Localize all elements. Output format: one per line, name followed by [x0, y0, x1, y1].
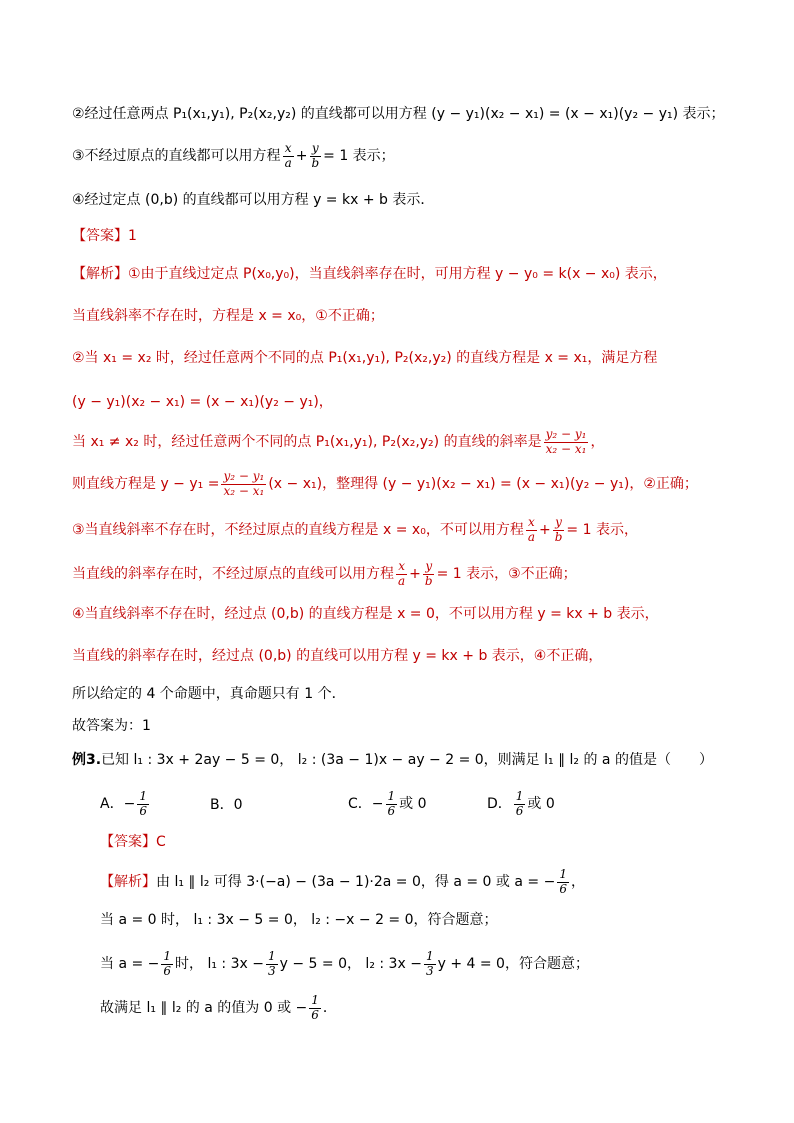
statement-2-text: ②经过任意两点 P₁(x₁,y₁), P₂(x₂,y₂) 的直线都可以用方程 (y − y₁)(x₂ − x₁) = (x − x₁)(y₂ − y₁) 表示；	[72, 106, 725, 122]
answer-label: 【答案】	[72, 228, 128, 244]
fraction-slope-2: $\frac{\text{y₂ − y₁}}{\text{x₂ − x₁}}$	[223, 469, 265, 498]
analysis2-line-2: 当 a = 0 时， l₁ : 3x − 5 = 0， l₂ : −x − 2 = 0，符合题意；	[100, 912, 498, 928]
statement-4	[72, 192, 434, 210]
analysis-line-8: 当直线的斜率存在时，不经过原点的直线可以用方程 $\frac{x}{a}$ + $\frac{y}{b}$ = 1 表示，③不正确；	[72, 559, 577, 588]
example-3	[72, 752, 713, 770]
fraction-x-over-a: $\frac{x}{a}$	[284, 141, 292, 170]
example-3-text: 已知 l₁ : 3x + 2ay − 5 = 0， l₂ : (3a − 1)x − ay − 2 = 0，则满足 l₁ ∥ l₂ 的 a 的值是（ ）	[101, 752, 713, 768]
analysis2-line-1: 【解析】 由 l₁ ∥ l₂ 可得 3·(−a) − (3a − 1)·2a = 0，得 a = 0 或 a = − $\frac{1}{6}$ ，	[100, 867, 585, 896]
example-3-label: 例3.	[72, 752, 102, 768]
analysis-line-2: 当直线斜率不存在时，方程是 x = x₀，①不正确；	[72, 308, 384, 324]
analysis-line-7: ③当直线斜率不存在时，不经过原点的直线方程是 x = x₀，不可以用方程 $\frac{x}{a}$ + $\frac{y}{b}$ = 1 表示，	[72, 515, 638, 544]
analysis-line-4: (y − y₁)(x₂ − x₁) = (x − x₁)(y₂ − y₁)，	[72, 394, 333, 410]
analysis2-line-4: 故满足 l₁ ∥ l₂ 的 a 的值为 0 或 − $\frac{1}{6}$ ．	[100, 993, 337, 1022]
statement-3-text: ③不经过原点的直线都可以用方程	[72, 147, 281, 164]
statement-3: ③不经过原点的直线都可以用方程 $\frac{x}{a}$ + $\frac{y}{b}$ = 1 表示；	[72, 141, 395, 170]
analysis-line-11: 所以给定的 4 个命题中，真命题只有 1 个．	[72, 686, 346, 702]
analysis-line-12: 故答案为：1	[72, 718, 151, 734]
statement-2	[72, 106, 725, 124]
answer-2: 【答案】 C	[100, 834, 166, 850]
analysis-line-6: 则直线方程是 y − y₁ = $\frac{\text{y₂ − y₁}}{\text{x₂ − x₁}}$ (x − x₁)，整理得 (y − y₁)(x₂ − x₁) = (x − x₁)(y₂ − y₁)，②正确；	[72, 469, 698, 498]
answer-1	[72, 228, 137, 246]
analysis-label: 【解析】	[72, 266, 128, 282]
answer-value: 1	[128, 228, 137, 244]
analysis-line-3: ②当 x₁ = x₂ 时，经过任意两个不同的点 P₁(x₁,y₁), P₂(x₂,y₂) 的直线方程是 x = x₁，满足方程	[72, 350, 658, 366]
statement-4-text: ④经过定点 (0,b) 的直线都可以用方程 y = kx + b 表示．	[72, 192, 435, 208]
fraction-slope: $\frac{\text{y₂ − y₁}}{\text{x₂ − x₁}}$	[545, 427, 587, 456]
analysis-line-9: ④当直线斜率不存在时，经过点 (0,b) 的直线方程是 x = 0，不可以用方程 y = kx + b 表示，	[72, 606, 659, 622]
option-d: D． $\frac{1}{6}$ 或 0	[487, 789, 555, 818]
analysis-line-1: 【解析】 ①由于直线过定点 P(x₀,y₀)，当直线斜率存在时，可用方程 y − y₀ = k(x − x₀) 表示，	[72, 266, 667, 282]
option-a: A． − $\frac{1}{6}$	[100, 789, 147, 818]
option-c: C． − $\frac{1}{6}$ 或 0	[348, 789, 427, 818]
option-b: B．0	[210, 797, 243, 813]
analysis-line-10: 当直线的斜率存在时，经过点 (0,b) 的直线可以用方程 y = kx + b 表示，④不正确，	[72, 648, 603, 664]
fraction-y-over-b: $\frac{y}{b}$	[311, 141, 320, 170]
analysis-line-5: 当 x₁ ≠ x₂ 时，经过任意两个不同的点 P₁(x₁,y₁), P₂(x₂,y₂) 的直线的斜率是 $\frac{\text{y₂ − y₁}}{\text{x₂ − x₁}}$ ，	[72, 427, 605, 456]
analysis2-line-3: 当 a = − $\frac{1}{6}$ 时， l₁ : 3x − $\frac{1}{3}$ y − 5 = 0， l₂ : 3x − $\frac{1}{3}$ y + 4 = 0，符合题意；	[100, 949, 589, 978]
